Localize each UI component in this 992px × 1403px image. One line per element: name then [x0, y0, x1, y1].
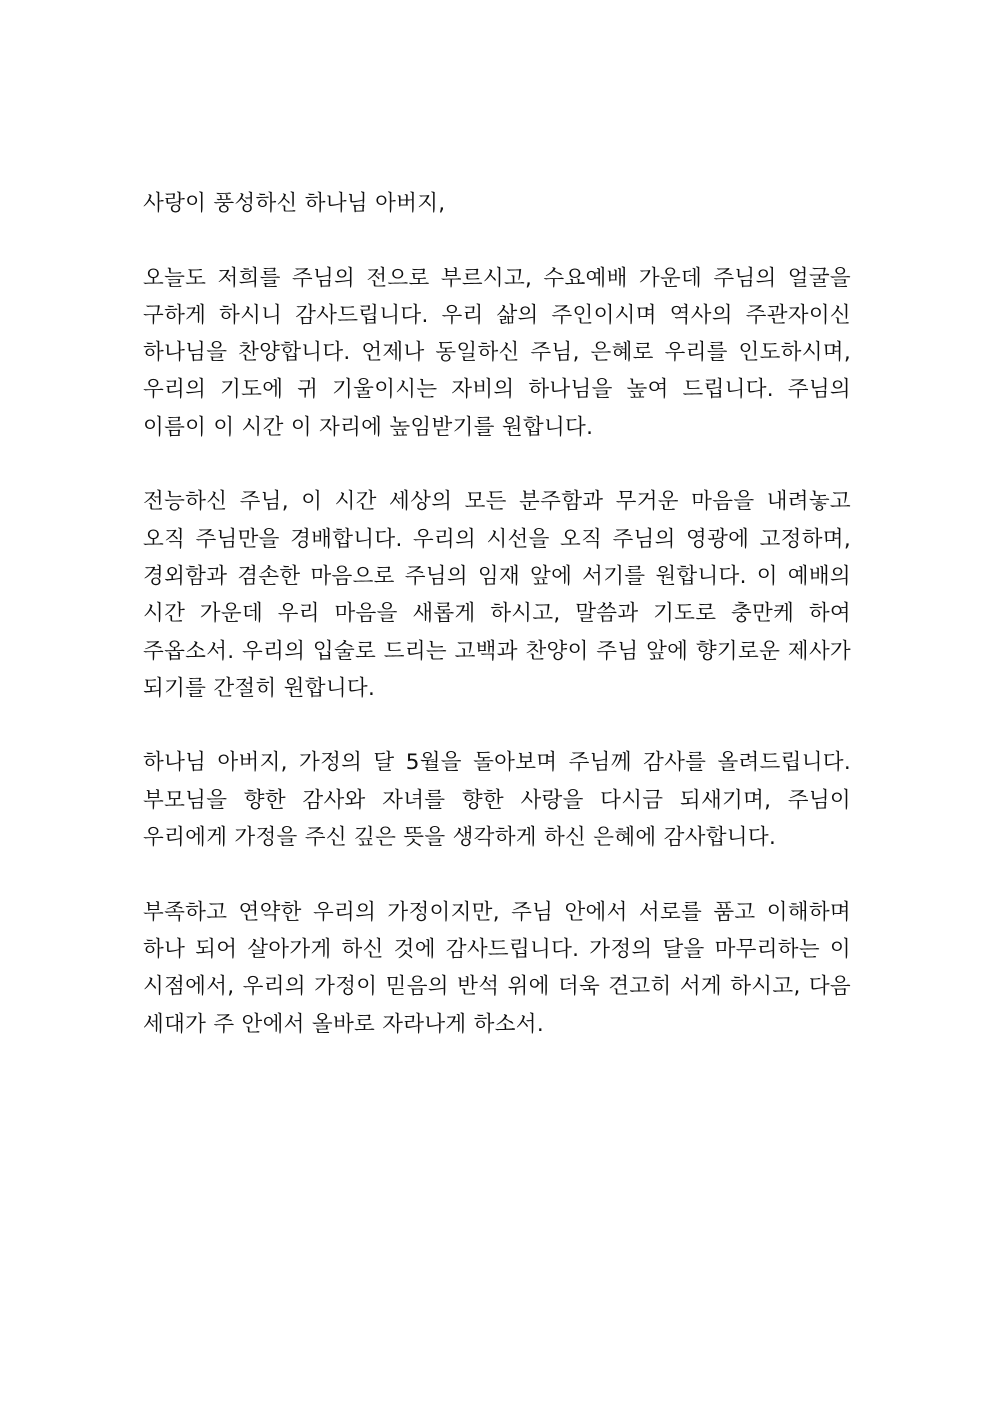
- paragraph-thanksgiving-worship: 오늘도 저희를 주님의 전으로 부르시고, 수요예배 가운데 주님의 얼굴을 구하게 하시니 감사드립니다. 우리 삶의 주인이시며 역사의 주관자이신 하나님을 찬양합니다. 언제나 동일하신 주님, 은혜로 우리를 인도하시며, 우리의 기도에 귀 기울이시는 자비의 하나님을 높여 드립니다. 주님의 이름이 이 시간 이 자리에 높임받기를 원합니다.: [143, 265, 851, 440]
- paragraph-worship-focus: 전능하신 주님, 이 시간 세상의 모든 분주함과 무거운 마음을 내려놓고 오직 주님만을 경배합니다. 우리의 시선을 오직 주님의 영광에 고정하며, 경외함과 겸손한 마음으로 주님의 임재 앞에 서기를 원합니다. 이 예배의 시간 가운데 우리 마음을 새롭게 하시고, 말씀과 기도로 충만케 하여 주옵소서. 우리의 입술로 드리는 고백과 찬양이 주님 앞에 향기로운 제사가 되기를 간절히 원합니다.: [143, 489, 851, 701]
- paragraph-family-blessing: 부족하고 연약한 우리의 가정이지만, 주님 안에서 서로를 품고 이해하며 하나 되어 살아가게 하신 것에 감사드립니다. 가정의 달을 마무리하는 이 시점에서, 우리의 가정이 믿음의 반석 위에 더욱 견고히 서게 하시고, 다음 세대가 주 안에서 올바로 자라나게 하소서.: [143, 899, 851, 1037]
- paragraph-family-month: 하나님 아버지, 가정의 달 5월을 돌아보며 주님께 감사를 올려드립니다. 부모님을 향한 감사와 자녀를 향한 사랑을 다시금 되새기며, 주님이 우리에게 가정을 주신 깊은 뜻을 생각하게 하신 은혜에 감사합니다.: [143, 750, 851, 851]
- greeting-line: 사랑이 풍성하신 하나님 아버지,: [143, 191, 446, 216]
- prayer-text: [143, 185, 851, 1043]
